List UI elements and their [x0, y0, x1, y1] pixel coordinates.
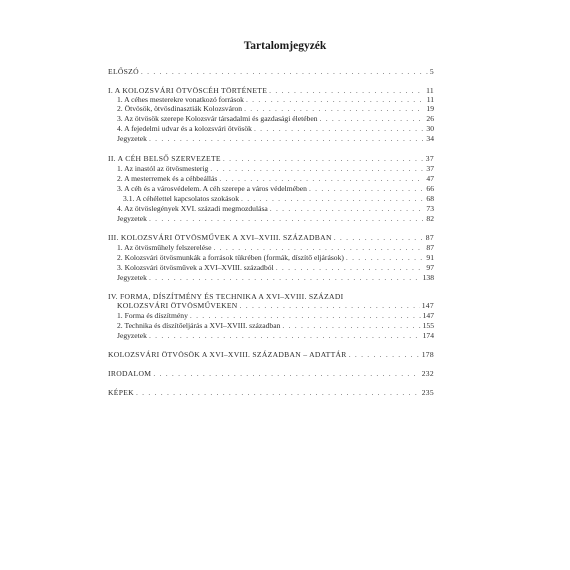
leader-dots — [190, 311, 421, 320]
leader-dots — [136, 388, 420, 397]
toc-entry — [108, 154, 434, 163]
toc-entry-label: 1. A céhes mesterekre vonatkozó források — [117, 95, 244, 104]
toc-entry — [108, 292, 434, 301]
toc-entry-page: 68 — [426, 194, 434, 203]
leader-dots — [246, 95, 425, 104]
toc-entry-label: 4. A fejedelmi udvar és a kolozsvári ötvösök — [117, 124, 252, 133]
toc-entry — [117, 124, 434, 133]
toc-entry-page: 147 — [422, 311, 434, 320]
toc-entry-label: IV. FORMA, DÍSZÍTMÉNY ÉS TECHNIKA A XVI–XVIII. SZÁZADI — [108, 292, 344, 301]
toc-entry-label: 4. Az ötvöslegények XVI. századi megmozdulása — [117, 204, 268, 213]
toc-entry — [108, 369, 434, 378]
toc-entry — [117, 164, 434, 173]
toc-entry-label: II. A CÉH BELSŐ SZERVEZETE — [108, 154, 221, 163]
toc-entry-page: 87 — [425, 233, 434, 242]
toc-entry-page: 47 — [426, 174, 434, 183]
toc-entry-page: 66 — [426, 184, 434, 193]
leader-dots — [149, 273, 421, 282]
leader-dots — [240, 301, 420, 310]
toc-entry-page: 147 — [421, 301, 434, 310]
toc-entry-label: 1. Az ötvösműhely felszerelése — [117, 243, 212, 252]
leader-dots — [346, 253, 425, 262]
toc-entry-page: 97 — [426, 263, 434, 272]
leader-dots — [282, 321, 420, 330]
toc-entry-page: 138 — [422, 273, 434, 282]
toc-entry-label: 3.1. A céhélettel kapcsolatos szokások — [123, 194, 239, 203]
leader-dots — [219, 174, 424, 183]
toc-entry-label: 1. Az inastól az ötvösmesterig — [117, 164, 209, 173]
toc-entry-page: 155 — [422, 321, 434, 330]
toc-entry — [117, 114, 434, 123]
toc-entry-label: Jegyzetek — [117, 214, 147, 223]
leader-dots — [149, 134, 424, 143]
toc-entry-label: KOLOZSVÁRI ÖTVÖSÖK A XVI–XVIII. SZÁZADBAN – ADATTÁR — [108, 350, 347, 359]
leader-dots — [241, 194, 424, 203]
leader-dots — [254, 124, 424, 133]
toc-entry-page: 37 — [426, 164, 434, 173]
toc-entry-page: 37 — [425, 154, 434, 163]
toc-entry-label: IRODALOM — [108, 369, 152, 378]
leader-dots — [320, 114, 425, 123]
leader-dots — [309, 184, 424, 193]
toc-entry-page: 82 — [426, 214, 434, 223]
toc-entry-label: I. A KOLOZSVÁRI ÖTVÖSCÉH TÖRTÉNETE — [108, 86, 268, 95]
toc-entry — [117, 134, 434, 143]
toc-entry-label: 3. A céh és a városvédelem. A céh szerepe a város védelmében — [117, 184, 307, 193]
toc-entry-page: 178 — [421, 350, 434, 359]
toc-entry — [117, 214, 434, 223]
leader-dots — [149, 214, 424, 223]
toc-entry — [108, 233, 434, 242]
toc-entry-page: 11 — [426, 86, 434, 95]
page-title: Tartalomjegyzék — [243, 40, 327, 52]
toc-entry-label: 3. Az ötvösök szerepe Kolozsvár társadalmi és gazdasági életében — [117, 114, 318, 123]
leader-dots — [334, 233, 424, 242]
toc-entry-label: 2. Ötvösök, ötvösdinasztiák Kolozsváron — [117, 104, 243, 113]
toc-entry — [117, 263, 434, 272]
toc-entry — [108, 86, 434, 95]
toc-entry-label: III. KOLOZSVÁRI ÖTVÖSMŰVEK A XVI–XVIII. SZÁZADBAN — [108, 233, 332, 242]
leader-dots — [349, 350, 420, 359]
toc-entry-page: 91 — [426, 253, 434, 262]
leader-dots — [141, 67, 428, 76]
toc-entry-page: 30 — [426, 124, 434, 133]
toc-entry-label: KOLOZSVÁRI ÖTVÖSMŰVEKEN — [117, 301, 238, 310]
toc-entry — [117, 174, 434, 183]
leader-dots — [210, 164, 424, 173]
toc-entry-label: 1. Forma és díszítmény — [117, 311, 188, 320]
toc-entry-label: KÉPEK — [108, 388, 134, 397]
leader-dots — [276, 263, 425, 272]
leader-dots — [149, 331, 421, 340]
toc-entry — [123, 194, 434, 203]
toc-entry — [108, 67, 434, 76]
leader-dots — [269, 86, 424, 95]
leader-dots — [223, 154, 424, 163]
toc-entry-page: 174 — [422, 331, 434, 340]
toc-entry-page: 19 — [426, 104, 434, 113]
toc-entry — [117, 104, 434, 113]
toc-entry-page: 26 — [426, 114, 434, 123]
leader-dots — [213, 243, 424, 252]
toc-entry — [117, 311, 434, 320]
toc-entry-label: 3. Kolozsvári ötvösművek a XVI–XVIII. századból — [117, 263, 274, 272]
toc-entry-label: Jegyzetek — [117, 273, 147, 282]
toc-entry-page: 5 — [429, 67, 434, 76]
toc-entry — [117, 243, 434, 252]
toc-entry — [117, 273, 434, 282]
leader-dots — [244, 104, 424, 113]
toc-entry — [117, 253, 434, 262]
leader-dots — [270, 204, 425, 213]
toc-entry — [117, 95, 434, 104]
toc-entry-page: 87 — [426, 243, 434, 252]
toc-entry-label: Jegyzetek — [117, 134, 147, 143]
toc-entry-page: 235 — [421, 388, 434, 397]
toc-entry-label: 2. A mesterremek és a céhbeállás — [117, 174, 218, 183]
toc-entry-page: 73 — [426, 204, 434, 213]
toc-entry-label: Jegyzetek — [117, 331, 147, 340]
toc-entry — [117, 321, 434, 330]
toc-entry — [117, 331, 434, 340]
toc-entry — [108, 350, 434, 359]
toc-entry-label: 2. Technika és díszítőeljárás a XVI–XVIII. században — [117, 321, 281, 330]
toc-entry — [117, 184, 434, 193]
toc-entry — [108, 388, 434, 397]
toc-entry — [117, 301, 434, 310]
toc-entry-page: 232 — [421, 369, 434, 378]
toc-entry-page: 11 — [426, 95, 434, 104]
toc-entry — [117, 204, 434, 213]
toc-entry-page: 34 — [426, 134, 434, 143]
toc-entry-label: ELŐSZÓ — [108, 67, 139, 76]
leader-dots — [153, 369, 419, 378]
toc-entry-label: 2. Kolozsvári ötvösmunkák a források tükrében (formák, díszítő eljárások) — [117, 253, 344, 262]
